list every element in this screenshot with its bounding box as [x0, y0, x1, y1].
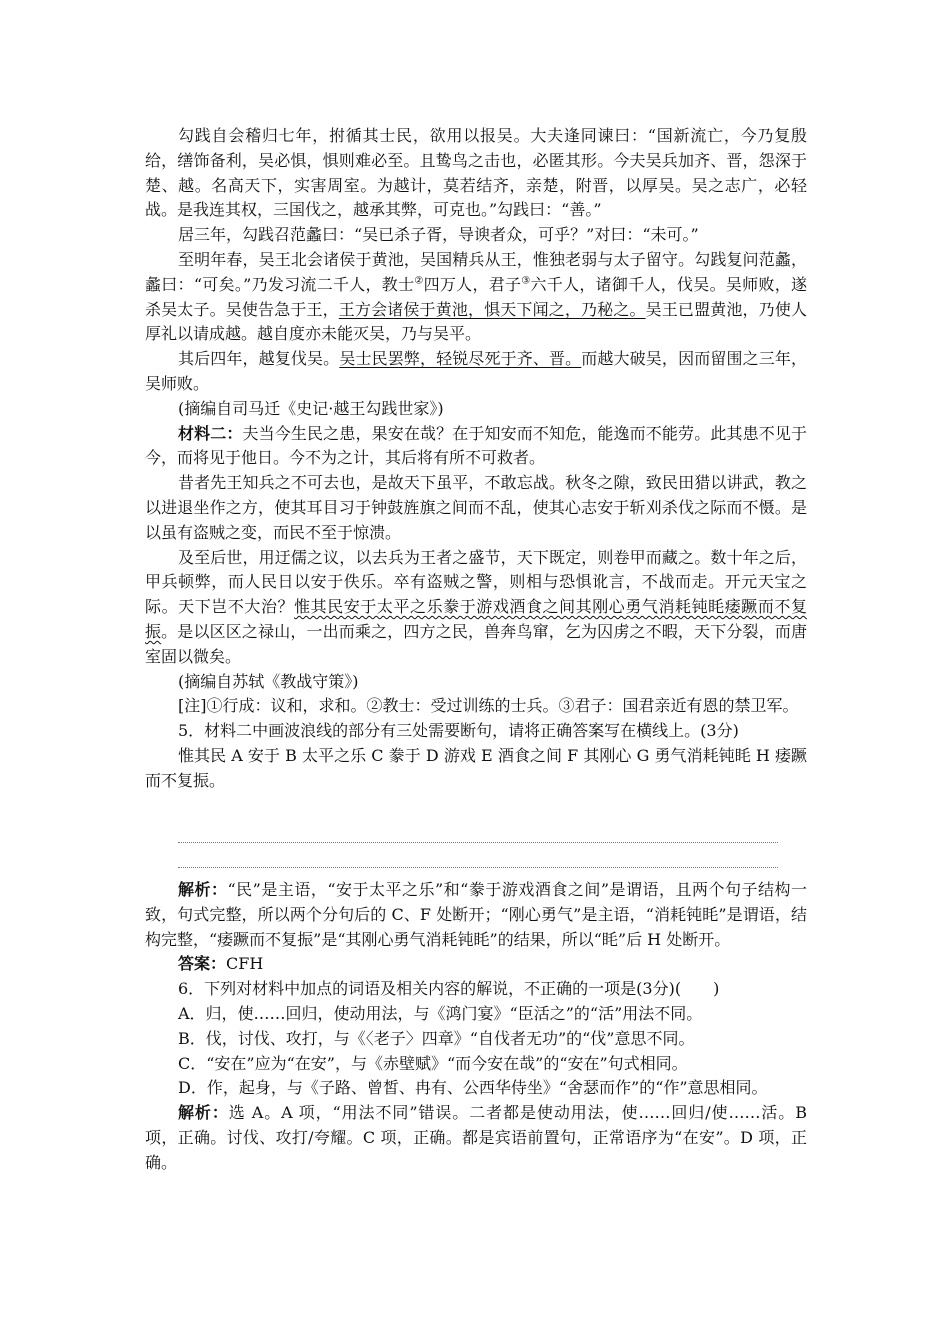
text-span: 六千人，诸御千人，伐吴。吴师败，遂杀吴太子。吴使告急于王， [145, 274, 807, 319]
answer-line [178, 867, 778, 868]
text-span: 选 A。A 项，“用法不同”错误。二者都是使动用法，使……回归/使……活。B 项，正确。讨伐、攻打/夸耀。C 项，正确。都是宾语前置句，正常语序为“在安”。D 项，正确。 [145, 1103, 807, 1172]
text-span: 至明年春，吴王北会诸侯于黄池，吴国精兵从王，惟独老弱与太子留守。勾践复问范蠡，蠡曰：“可矣。”乃发习流二千人，教士 [145, 249, 807, 294]
text-span: “民”是主语，“安于太平之乐”和“豢于游戏酒食之间”是谓语，且两个句子结构一致，句式完整，所以两个分句后的 C、F 处断开；“刚心勇气”是主语，“消耗钝眊”是谓语，结构完整，“痿蹶而不复振”是“其刚心勇气消耗钝眊”的结果，所以“眊”后 H 处断开。 [145, 880, 807, 949]
answer-line [178, 842, 778, 843]
text-span: 四万人，君子 [423, 274, 522, 294]
paragraph [145, 248, 807, 347]
option-c: C．“安在”应为“在安”，与《赤壁赋》“而今安在哉”的“安在”句式相同。 [178, 1053, 688, 1073]
text-span: 其后四年，越复伐吴。 [178, 349, 340, 369]
text-span: 吴王已盟黄池，乃使人厚礼以请成越。越自度亦未能灭吴，乃与吴平。 [145, 299, 807, 344]
option-b: B．伐，讨伐、攻打，与《〈老子〉四章》“自伐者无功”的“伐”意思不同。 [178, 1028, 695, 1048]
source-citation: (摘编自司马迁《史记·越王勾践世家》) [178, 398, 444, 418]
question-6: 6．下列对材料中加点的词语及相关内容的解说，不正确的一项是(3分)( ) [178, 979, 720, 999]
question-5-options: 惟其民 A 安于 B 太平之乐 C 豢于 D 游戏 E 酒食之间 F 其刚心 G 勇气消耗钝眊 H 痿蹶而不复振。 [145, 745, 807, 790]
underlined-sentence: 王方会诸侯于黄池，惧天下闻之，乃秘之。 [338, 299, 646, 319]
analysis-section [145, 878, 807, 1176]
paragraph [145, 546, 807, 670]
underlined-sentence: 吴士民罢弊，轻锐尽死于齐、晋。 [339, 349, 582, 369]
option-d: D．作，起身，与《子路、曾皙、冉有、公西华侍坐》“舍瑟而作”的“作”意思相同。 [178, 1078, 768, 1098]
answer [145, 952, 807, 977]
paragraph: 居三年，勾践召范蠡曰：“吴已杀子胥，导谀者众，可乎？”对曰：“未可。” [178, 225, 699, 245]
material-label: 材料二： [178, 423, 243, 443]
analysis [145, 878, 807, 952]
analysis-label: 解析： [178, 880, 228, 899]
paragraph: 昔者先王知兵之不可去也，是故天下虽平，不敢忘战。秋冬之隙，致民田猎以讲武，教之以进退坐作之方，使其耳目习于钟鼓旌旗之间而不乱，使其心志安于斩刈杀伐之际而不慑。是以虽有盗贼之变，而民不至于惊溃。 [145, 473, 807, 542]
question-5: 5．材料二中画波浪线的部分有三处需要断句，请将正确答案写在横线上。(3分) [178, 721, 739, 741]
text-span: 而越大破吴，因而留围之三年，吴师败。 [145, 349, 807, 393]
text-span: 及至后世，用迂儒之议，以去兵为王者之盛节，天下既定，则卷甲而藏之。数十年之后，甲兵顿弊，而人民日以安于佚乐。卒有盗贼之警，则相与恐惧讹言，不战而走。开元天宝之际。天下岂不大治？ [145, 547, 807, 617]
passage-one [145, 124, 807, 794]
paragraph: 勾践自会稽归七年，拊循其士民，欲用以报吴。大夫逢同谏曰：“国新流亡，今乃复殷给，缮饰备利，吴必惧，惧则难必至。且鸷鸟之击也，必匿其形。今夫吴兵加齐、晋，怨深于楚、越。名高天下，实害周室。为越计，莫若结齐，亲楚，附晋，以厚吴。吴之志广，必轻战。是我连其权，三国伐之，越承其弊，可克也。”勾践曰：“善。” [145, 126, 807, 220]
option-a: A．归，使……回归，使动用法，与《鸿门宴》“臣活之”的“活”用法不同。 [178, 1003, 703, 1023]
answer-label: 答案： [178, 954, 227, 974]
text-span: ①行成：议和，求和。②教士：受过训练的士兵。③君子：国君亲近有恩的禁卫军。 [206, 696, 799, 716]
paragraph [145, 347, 807, 397]
analysis-label: 解析： [178, 1103, 229, 1123]
footnote [145, 694, 807, 719]
analysis [145, 1101, 807, 1175]
footnote-marker: ③ [521, 275, 531, 287]
footnote-marker: ② [414, 275, 424, 287]
text-span: 。是以区区之禄山，一出而乘之，四方之民，兽奔鸟窜，乞为囚虏之不暇，天下分裂，而唐室固以微矣。 [145, 621, 807, 666]
text-span: 夫当今生民之患，果安在哉？在于知安而不知危，能逸而不能劳。此其患不见于今，而将见于他日。今不为之计，其后将有所不可救者。 [145, 423, 807, 468]
wavy-underlined-sentence: 惟其民安于太平之乐豢于游戏酒食之间其刚心勇气消耗钝眊痿蹶而不复振 [145, 597, 807, 641]
source-citation: (摘编自苏轼《教战守策》) [178, 671, 359, 691]
answer-value: CFH [226, 954, 264, 974]
paragraph [145, 422, 807, 472]
note-label: [注] [178, 696, 207, 716]
